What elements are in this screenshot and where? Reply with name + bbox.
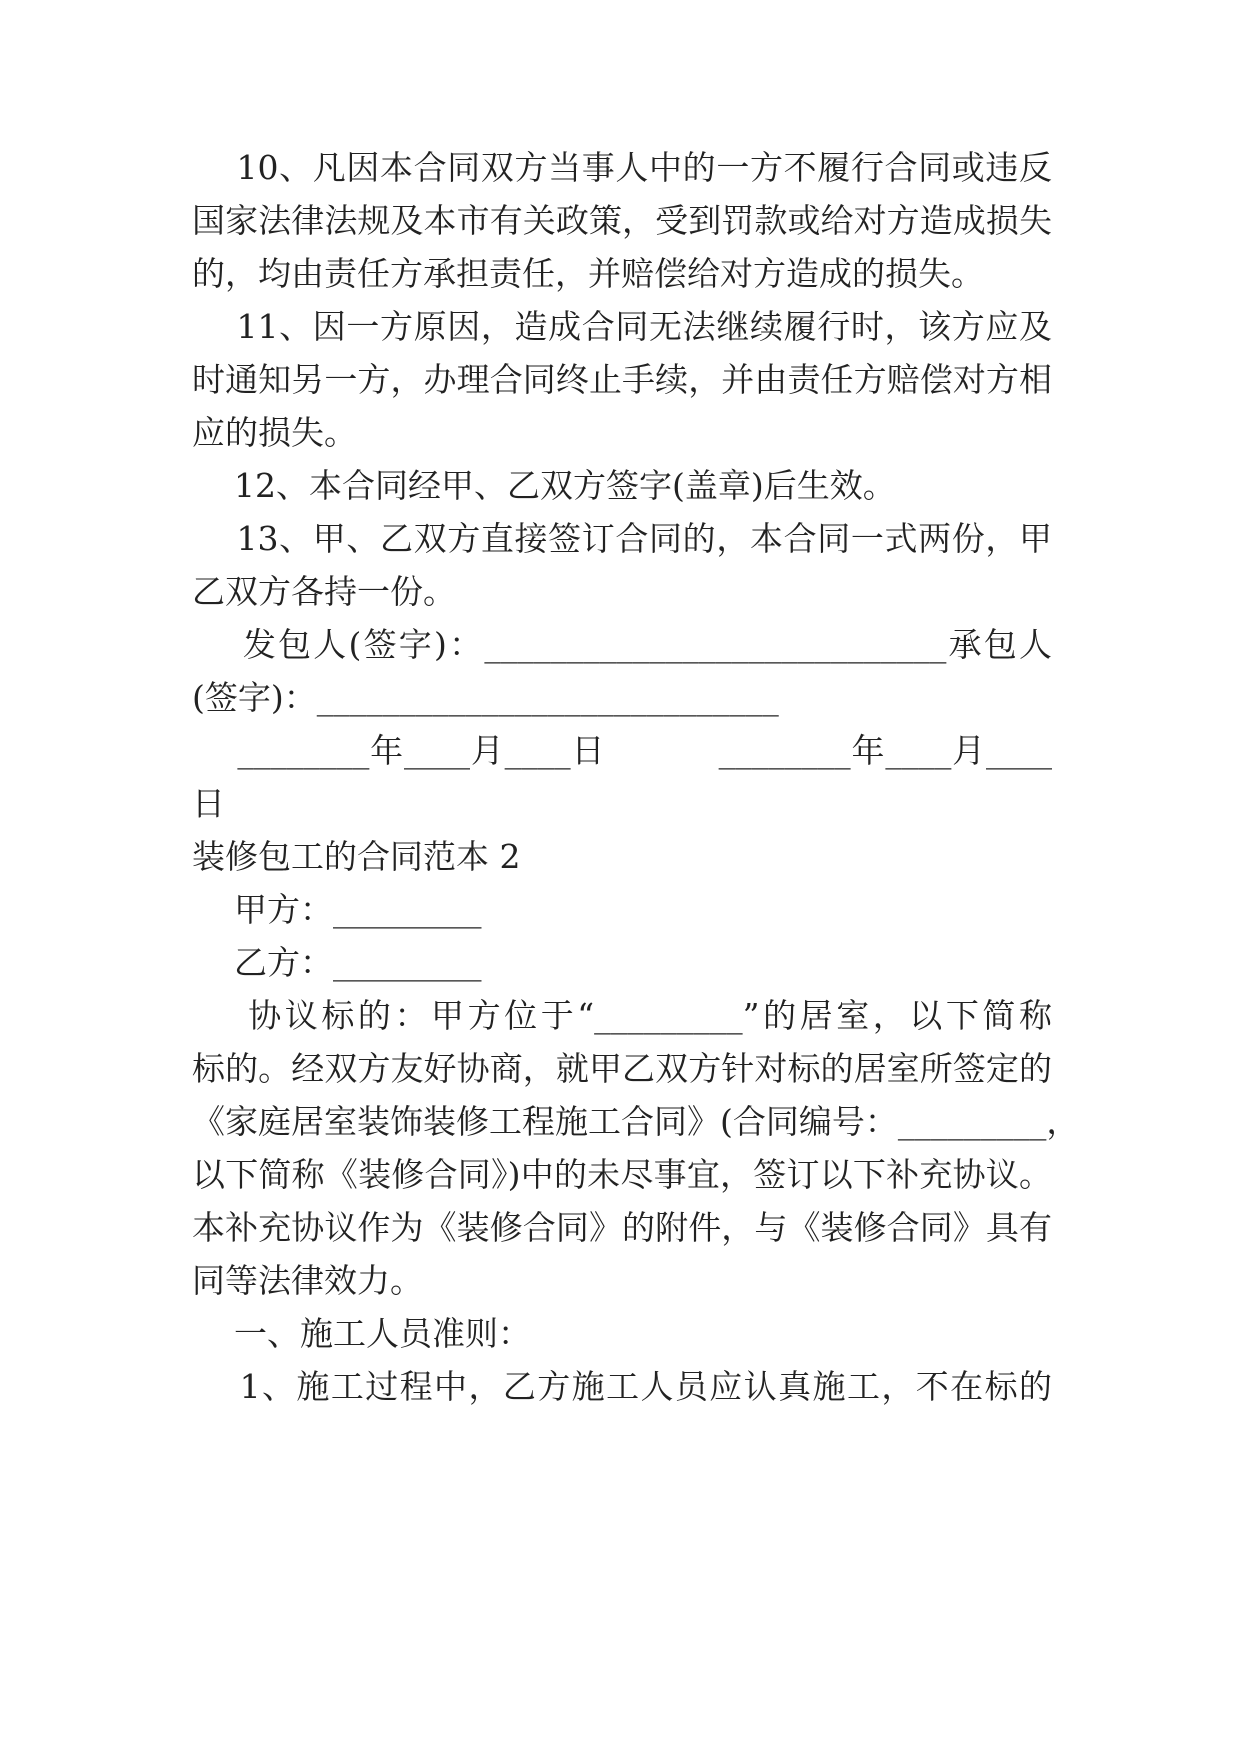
text-line: 应的损失。 — [192, 413, 357, 452]
section-title: 装修包工的合同范本 2 — [192, 837, 521, 876]
text-line: 的，均由责任方承担责任，并赔偿给对方造成的损失。 — [192, 254, 984, 293]
text-line: 时通知另一方，办理合同终止手续，并由责任方赔偿对方相 — [192, 360, 1052, 399]
text-line: 乙双方各持一份。 — [192, 572, 456, 611]
text-line: 本补充协议作为《装修合同》的附件，与《装修合同》具有 — [192, 1208, 1052, 1247]
date-line: ________年____月____日 ________年____月____ — [192, 731, 1052, 770]
text-line: 标的。经双方友好协商，就甲乙双方针对标的居室所签定的 — [192, 1049, 1052, 1088]
text-line: 12、本合同经甲、乙双方签字(盖章)后生效。 — [192, 466, 896, 505]
date-line-end: 日 — [192, 784, 225, 823]
signature-line-undertaker: (签字)：____________________________ — [192, 678, 779, 717]
text-line: 10、凡因本合同双方当事人中的一方不履行合同或违反 — [192, 148, 1052, 187]
text-line: 协议标的：甲方位于“_________”的居室，以下简称 — [192, 996, 1052, 1035]
text-line: 国家法律法规及本市有关政策，受到罚款或给对方造成损失 — [192, 201, 1052, 240]
text-line: 《家庭居室装饰装修工程施工合同》(合同编号：_________， — [192, 1102, 1080, 1141]
party-b-line: 乙方：_________ — [192, 943, 482, 982]
signature-line-contractor: 发包人(签字)：____________________________承包人 — [192, 625, 1052, 664]
section-heading: 一、施工人员准则： — [192, 1314, 531, 1353]
text-line: 以下简称《装修合同》)中的未尽事宜，签订以下补充协议。 — [192, 1155, 1052, 1194]
text-line: 13、甲、乙双方直接签订合同的，本合同一式两份，甲 — [192, 519, 1052, 558]
text-line: 11、因一方原因，造成合同无法继续履行时，该方应及 — [192, 307, 1052, 346]
party-a-line: 甲方：_________ — [192, 890, 482, 929]
text-line: 同等法律效力。 — [192, 1261, 423, 1300]
text-line: 1、施工过程中，乙方施工人员应认真施工，不在标的 — [192, 1367, 1052, 1406]
